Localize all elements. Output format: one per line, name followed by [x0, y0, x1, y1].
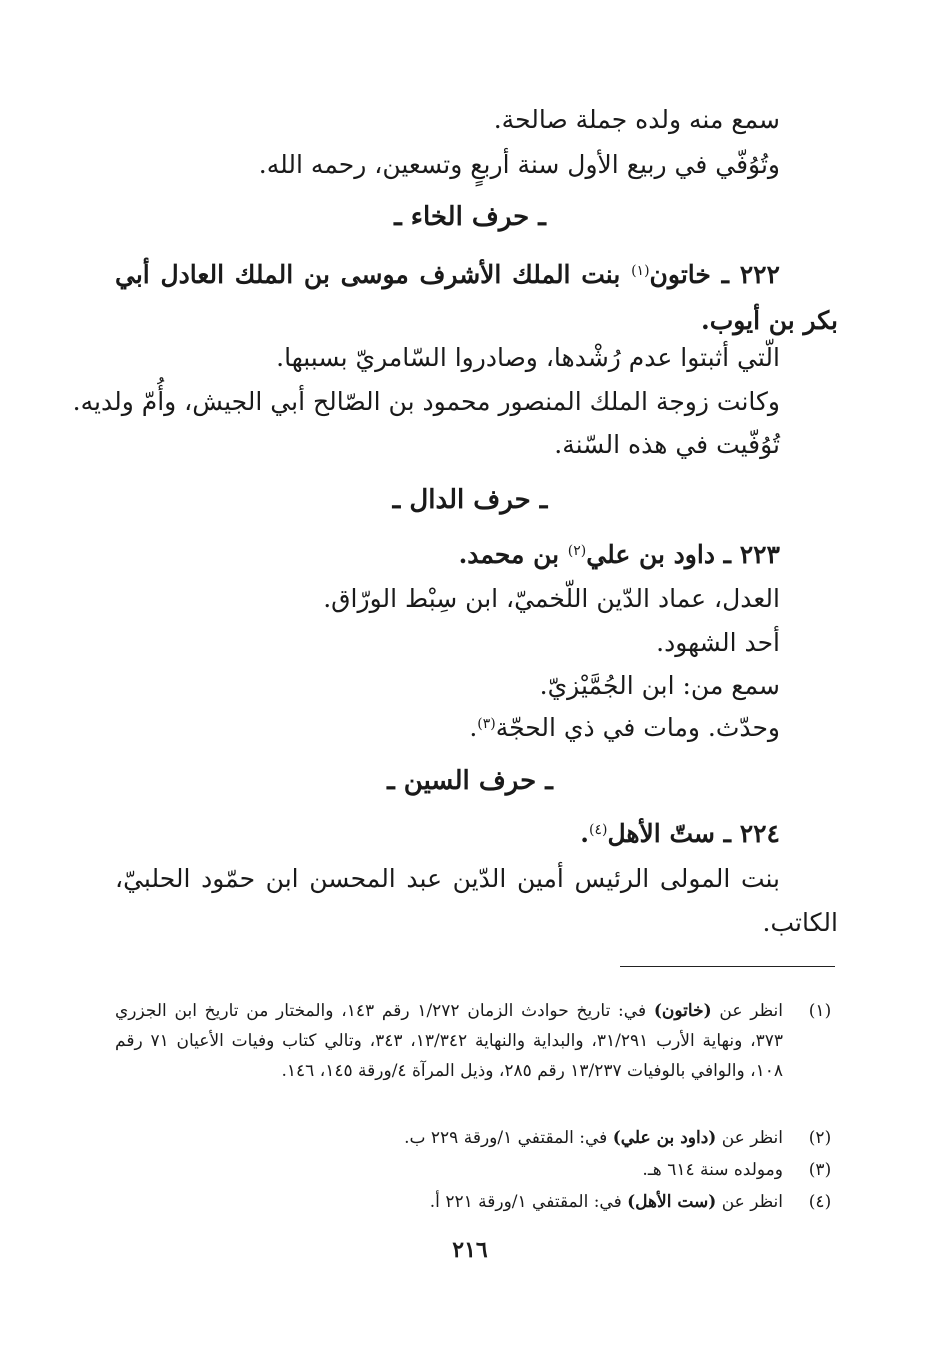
text-line	[469, 712, 780, 744]
footnote-text-part: في: المقتفي ١/ورقة ٢٢١ أ.	[429, 1192, 628, 1212]
footnote-text-part: انظر عن	[711, 1001, 783, 1021]
entry-title-text: بن محمد.	[458, 540, 568, 569]
text-line: سمع من: ابن الجُمَّيْزيّ.	[539, 671, 780, 700]
entry-222-title-cont: بكر بن أيوب.	[700, 306, 838, 335]
footnote-number: (٢)	[808, 1128, 832, 1148]
footnote-number: (٣)	[808, 1160, 832, 1180]
footnote-source-name: (ست الأهل)	[627, 1192, 717, 1212]
entry-title-text: ٢٢٣ ـ داود بن علي	[586, 540, 780, 569]
text-line: سمع منه ولده جملة صالحة.	[493, 105, 780, 134]
footnote-text	[115, 996, 783, 1086]
footnote-text	[115, 1155, 783, 1185]
text-line: بنت المولى الرئيس أمين الدّين عبد المحسن ابن حمّود الحلبيّ،	[115, 864, 780, 893]
footnote-1	[115, 996, 838, 1086]
footnote-ref: (٣)	[477, 716, 496, 732]
entry-title-text: بنت الملك الأشرف موسى بن الملك العادل أبي	[115, 260, 632, 289]
footnote-text-part: في: المقتفي ١/ورقة ٢٢٩ ب.	[404, 1128, 613, 1148]
footnote-text-part: ومولده سنة ٦١٤ هـ.	[642, 1160, 783, 1180]
section-heading-sin: ـ حرف السين ـ	[387, 766, 553, 796]
text-line: العدل، عماد الدّين اللّخميّ، ابن سِبْط الورّاق.	[323, 584, 780, 613]
footnote-3	[115, 1155, 838, 1185]
footnote-text-part: انظر عن	[716, 1192, 783, 1212]
text-line: أحد الشهود.	[656, 628, 780, 657]
text-line: الكاتب.	[762, 908, 838, 937]
footnote-text	[115, 1123, 783, 1153]
text-fragment: .	[469, 713, 478, 742]
entry-title-text: ٢٢٤ ـ ستّ الأهل	[607, 819, 780, 848]
section-heading-kha: ـ حرف الخاء ـ	[394, 202, 546, 232]
page-number: ٢١٦	[452, 1237, 488, 1263]
section-heading-dal: ـ حرف الدال ـ	[392, 485, 548, 515]
footnote-number: (١)	[808, 1001, 832, 1021]
footnote-text	[115, 1187, 783, 1217]
footnote-text-part: في: تاريخ حوادث الزمان ١/٢٧٢ رقم ١٤٣، والمختار من تاريخ ابن الجزري ٣٧٣، ونهاية الأرب ٣١/٢٩١، والبداية والنهاية ١٣/٣٤٢، ٣٤٣، وتالي كتاب وفيات الأعيان ٧١ رقم ١٠٨، والوافي بالوفيات ١٣/٢٣٧ رقم ٢٨٥، وذيل المرآة ٤/ورقة ١٤٥، ١٤٦.	[115, 1001, 783, 1081]
footnote-4	[115, 1187, 838, 1217]
footnote-ref: (١)	[631, 263, 650, 279]
footnote-number: (٤)	[808, 1192, 832, 1212]
footnote-source-name: (داود بن علي)	[612, 1128, 717, 1148]
footnote-source-name: (خاتون)	[653, 1001, 712, 1021]
text-line: تُوُفّيت في هذه السّنة.	[554, 430, 780, 459]
footnote-2	[115, 1123, 838, 1153]
footnote-ref: (٤)	[588, 822, 608, 838]
text-line: الّتي أثبتوا عدم رُشْدها، وصادروا السّامريّ بسببها.	[276, 343, 780, 372]
footnote-text-part: انظر عن	[716, 1128, 783, 1148]
entry-title-text: ٢٢٢ ـ خاتون	[649, 260, 780, 289]
entry-224-title	[580, 818, 780, 850]
text-line: وكانت زوجة الملك المنصور محمود بن الصّالح أبي الجيش، وأُمّ ولديه.	[72, 387, 780, 416]
text-fragment: وحدّث. ومات في ذي الحجّة	[495, 713, 780, 742]
footnote-divider	[620, 966, 835, 967]
text-line: وتُوُفّي في ربيع الأول سنة أربعٍ وتسعين، رحمه الله.	[258, 150, 780, 179]
entry-223-title	[459, 539, 780, 571]
entry-title-text: .	[580, 819, 589, 848]
entry-222-title	[115, 259, 780, 291]
footnote-ref: (٢)	[567, 543, 587, 559]
